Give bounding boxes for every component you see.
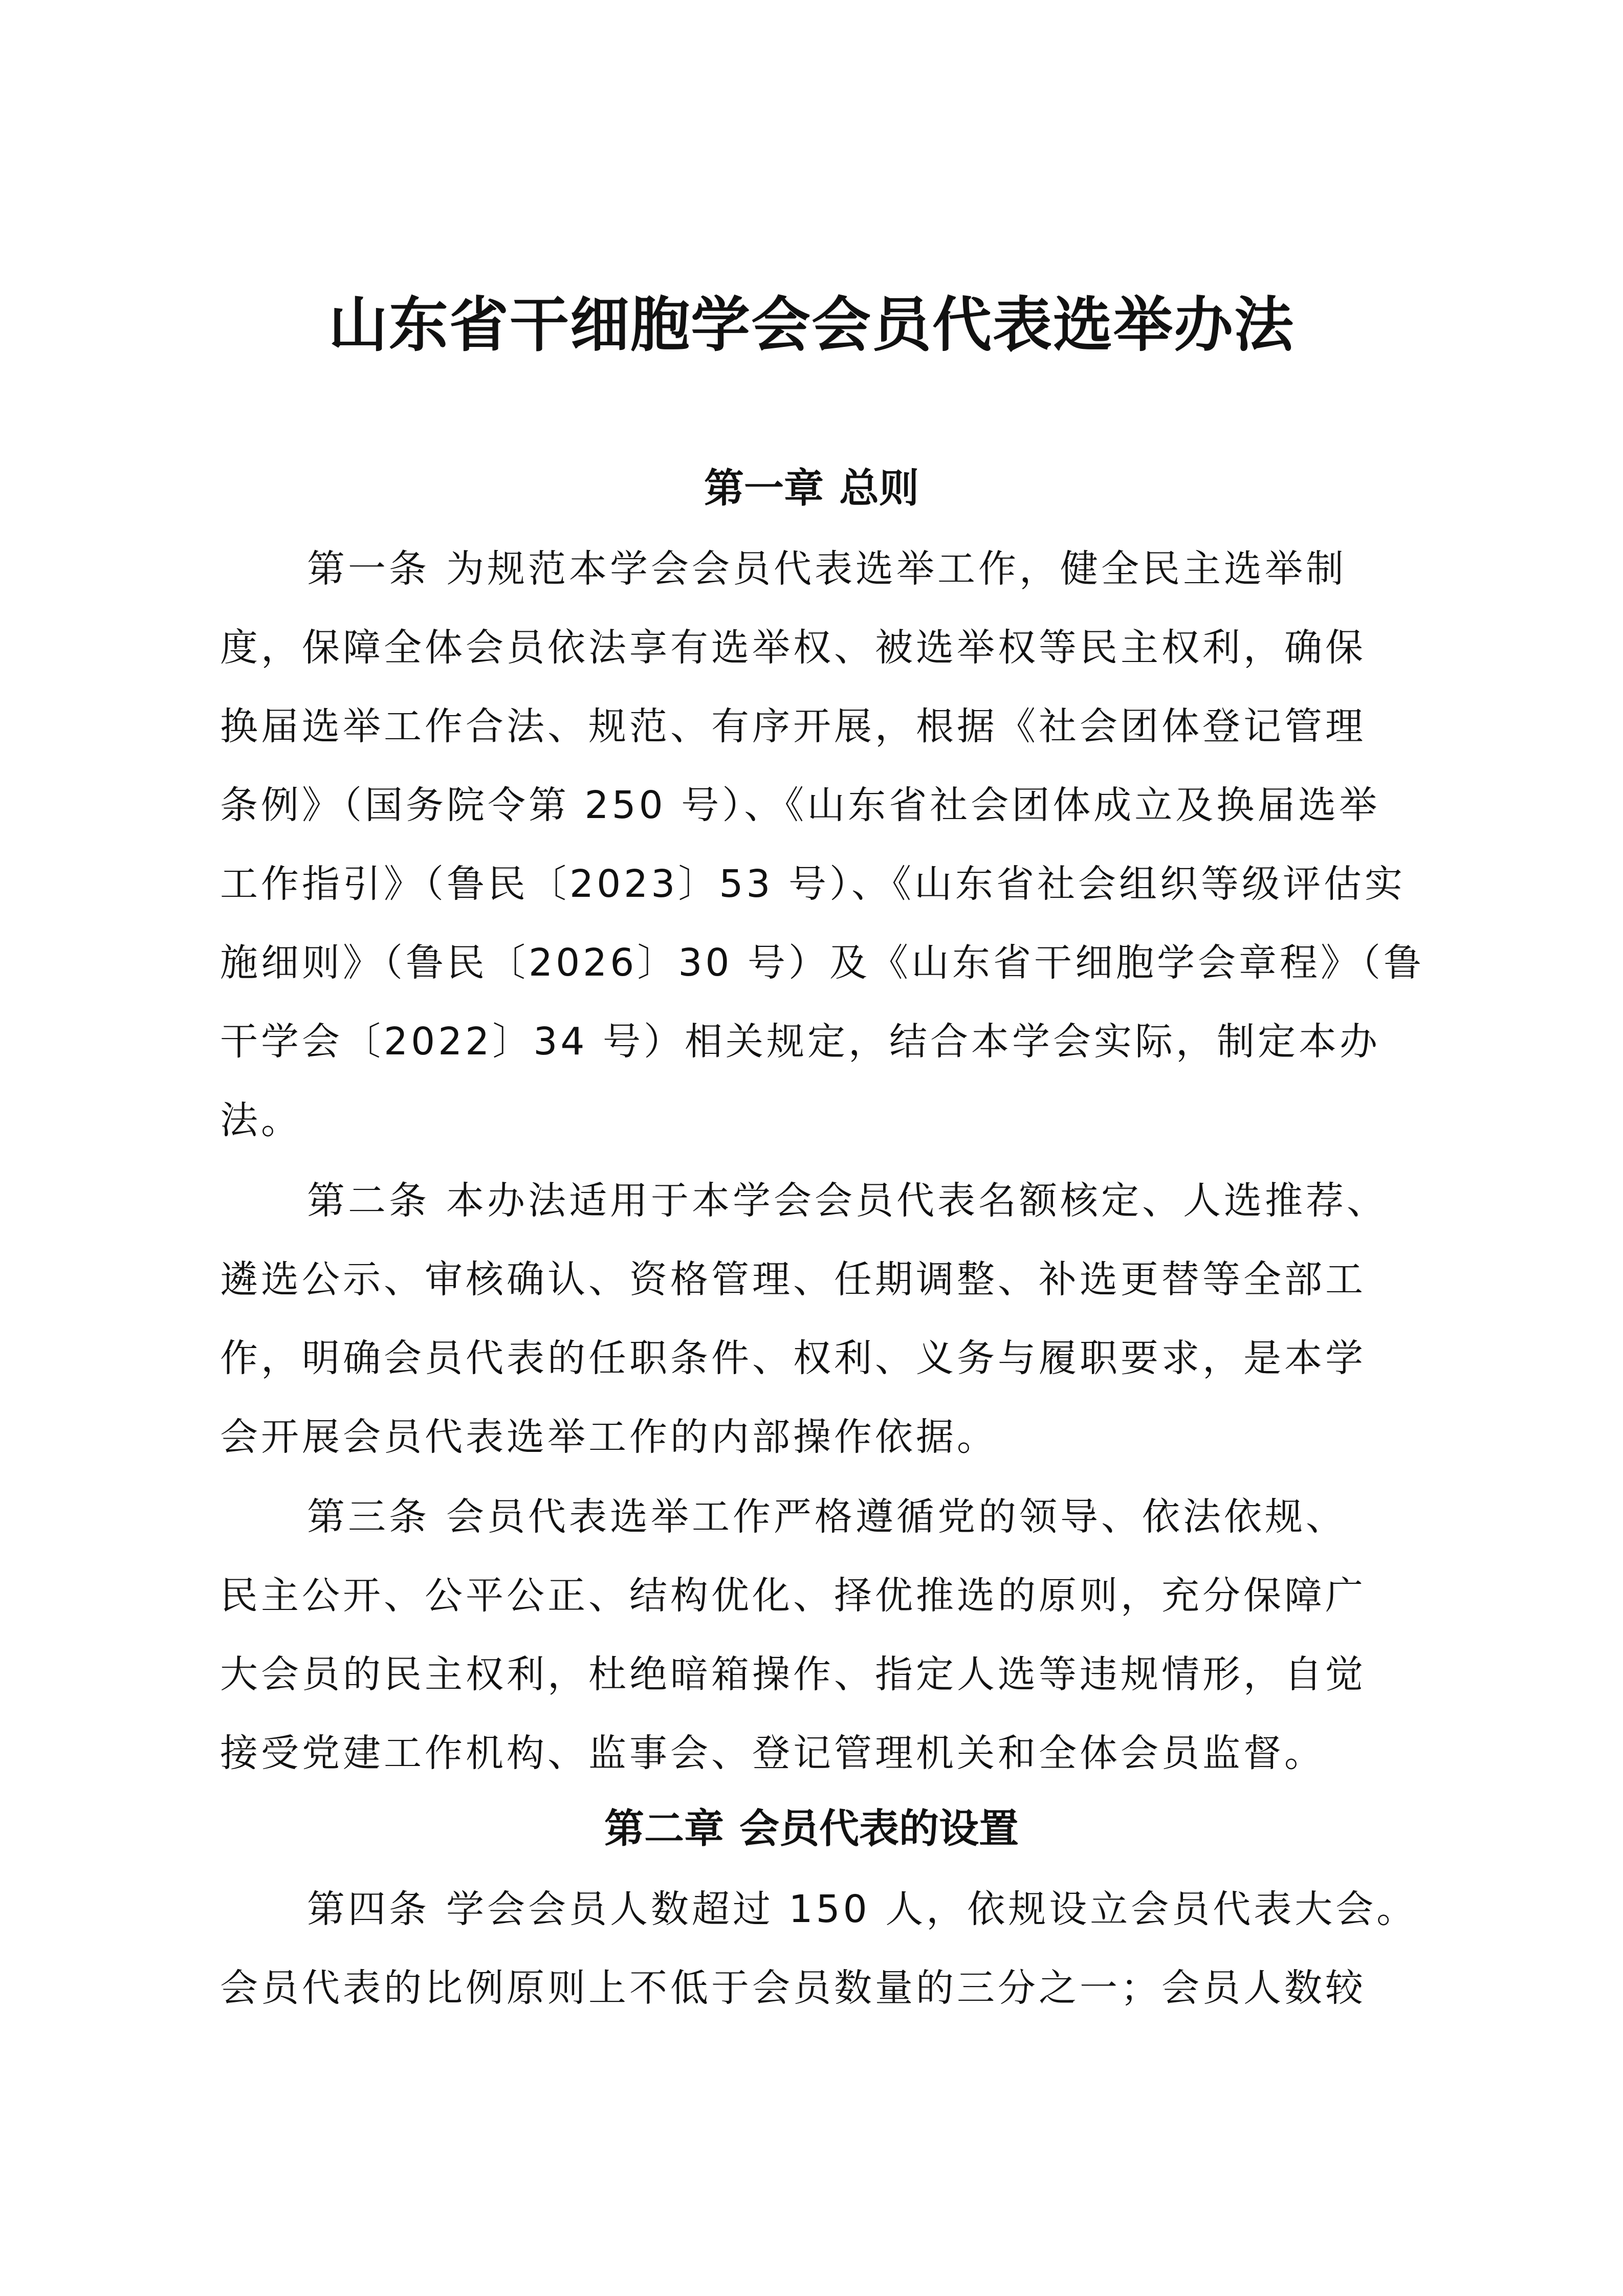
article-line: 度，保障全体会员依法享有选举权、被选举权等民主权利，确保 xyxy=(220,626,1366,670)
article-line: 法。 xyxy=(220,1098,302,1142)
article-2 xyxy=(220,1161,1407,1476)
article-number: 第三条 xyxy=(307,1495,430,1539)
article-4 xyxy=(220,1870,1418,2027)
article-number: 第一条 xyxy=(307,547,430,591)
article-line: 会开展会员代表选举工作的内部操作依据。 xyxy=(220,1415,998,1459)
article-line: 接受党建工作机构、监事会、登记管理机关和全体会员监督。 xyxy=(220,1731,1325,1775)
article-number: 第二条 xyxy=(307,1179,430,1223)
document-title: 山东省干细胞学会会员代表选举办法 xyxy=(328,290,1295,360)
chapter-heading-2 xyxy=(0,1801,1623,1857)
chapter-name: 会员代表的设置 xyxy=(739,1806,1019,1852)
article-line: 作，明确会员代表的任职条件、权利、义务与履职要求，是本学 xyxy=(220,1336,1366,1380)
article-number: 第四条 xyxy=(307,1887,430,1931)
article-line: 施细则》（鲁民〔2026〕30 号）及《山东省干细胞学会章程》（鲁 xyxy=(220,941,1425,985)
article-line: 工作指引》（鲁民〔2023〕53 号）、《山东省社会组织等级评估实 xyxy=(220,862,1406,906)
article-line: 大会员的民主权利，杜绝暗箱操作、指定人选等违规情形，自觉 xyxy=(220,1652,1366,1696)
article-line: 民主公开、公平公正、结构优化、择优推选的原则，充分保障广 xyxy=(220,1574,1366,1618)
article-line: 换届选举工作合法、规范、有序开展，根据《社会团体登记管理 xyxy=(220,704,1366,748)
article-line: 干学会〔2022〕34 号）相关规定，结合本学会实际，制定本办 xyxy=(220,1020,1381,1064)
article-3 xyxy=(220,1477,1407,1793)
article-line: 第二条 本办法适用于本学会会员代表名额核定、人选推荐、 xyxy=(307,1179,1388,1223)
chapter-number: 第二章 xyxy=(604,1806,724,1852)
article-line: 第三条 会员代表选举工作严格遵循党的领导、依法依规、 xyxy=(307,1495,1347,1539)
article-line: 第四条 学会会员人数超过 150 人，依规设立会员代表大会。 xyxy=(307,1887,1418,1931)
chapter-name: 总则 xyxy=(839,466,919,512)
article-line: 第一条 为规范本学会会员代表选举工作，健全民主选举制 xyxy=(307,547,1347,591)
article-line: 遴选公示、审核确认、资格管理、任期调整、补选更替等全部工 xyxy=(220,1257,1366,1301)
chapter-number: 第一章 xyxy=(704,466,824,512)
article-1 xyxy=(220,529,1425,1160)
article-line: 会员代表的比例原则上不低于会员数量的三分之一；会员人数较 xyxy=(220,1966,1366,2010)
article-line: 条例》（国务院令第 250 号）、《山东省社会团体成立及换届选举 xyxy=(220,783,1380,827)
chapter-heading-1 xyxy=(0,460,1623,517)
